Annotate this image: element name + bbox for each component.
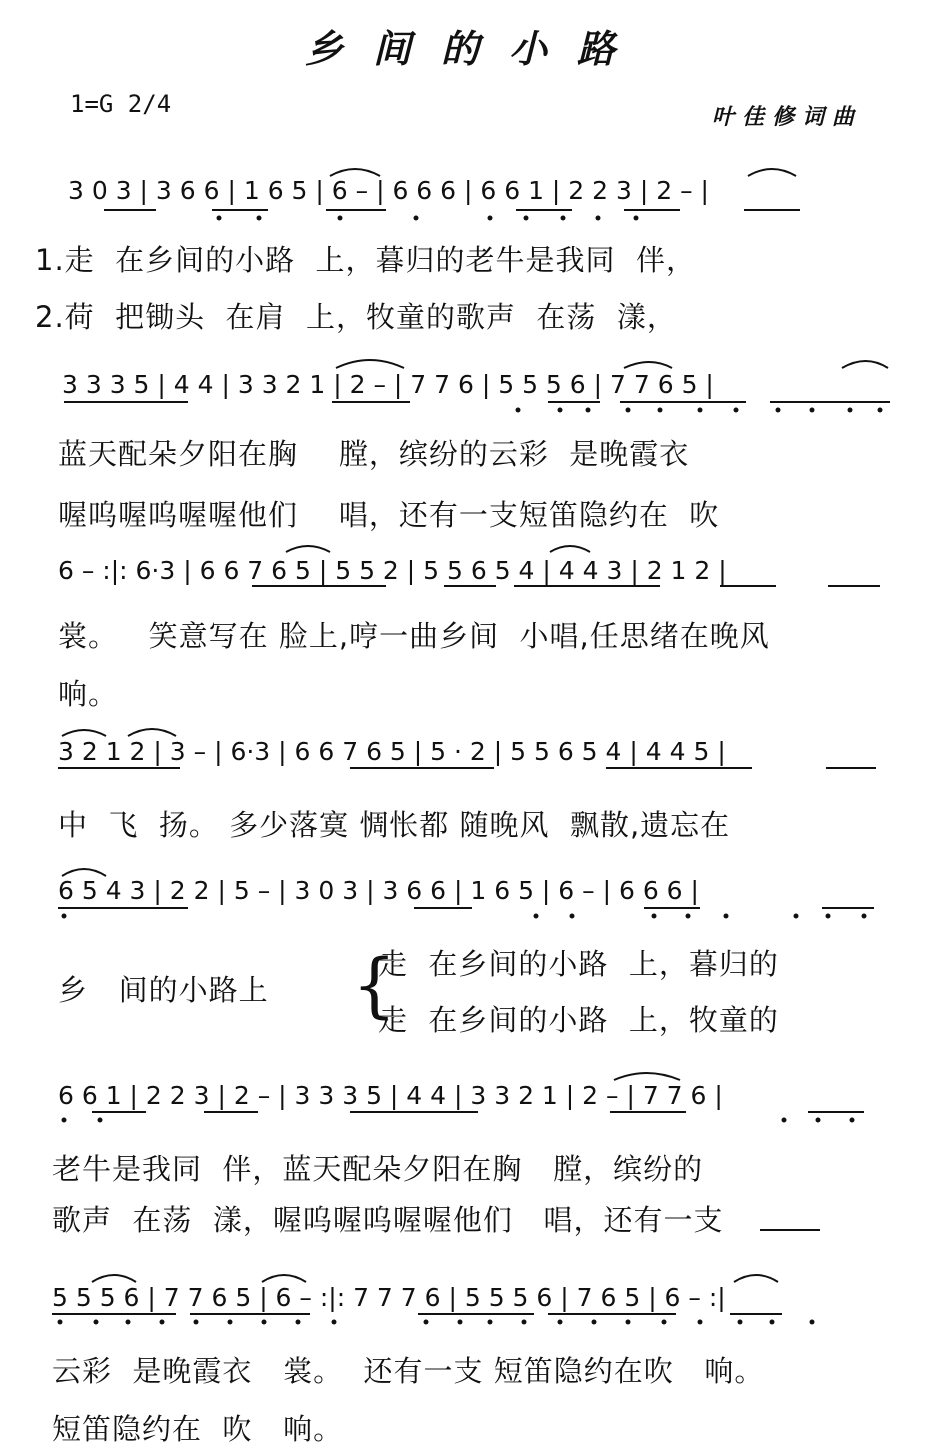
lyric-line-9: 走 在乡间的小路 上，暮归的 bbox=[378, 947, 779, 981]
dot-mark bbox=[160, 1320, 165, 1325]
slur-mark bbox=[262, 1275, 306, 1282]
slur-mark bbox=[614, 1073, 680, 1080]
dot-mark bbox=[98, 1118, 103, 1123]
dot-mark bbox=[810, 408, 815, 413]
dot-mark bbox=[58, 1320, 63, 1325]
lyric-line-6: 响。 bbox=[58, 677, 119, 711]
lyric-line-2: 2.荷 把锄头 在肩 上，牧童的歌声 在荡 漾， bbox=[35, 300, 677, 334]
dot-mark bbox=[126, 1320, 131, 1325]
dot-mark bbox=[634, 216, 639, 221]
notation-line-1: 3 0 3 | 3 6 6 | 1 6 5 | 6 – | 6 6 6 | 6 6 1 | 2 2 3 | 2 – | bbox=[68, 176, 709, 205]
lyric-line-11: 老牛是我同 伴，蓝天配朵夕阳在胸 膛，缤纷的 bbox=[52, 1152, 704, 1186]
key-signature: 1=G 2/4 bbox=[70, 90, 172, 118]
dot-mark bbox=[686, 914, 691, 919]
dot-mark bbox=[62, 1118, 67, 1123]
lyric-line-14: 短笛隐约在 吹 响。 bbox=[52, 1412, 344, 1446]
dot-mark bbox=[782, 1118, 787, 1123]
dot-mark bbox=[217, 216, 222, 221]
dot-mark bbox=[770, 1320, 775, 1325]
dot-mark bbox=[662, 1320, 667, 1325]
notation-line-3: 6 – :|: 6·3 | 6 6 7 6 5 | 5 5 2 | 5 5 6 5 4 | 4 4 3 | 2 1 2 | bbox=[58, 556, 727, 585]
dot-mark bbox=[570, 914, 575, 919]
dot-mark bbox=[558, 408, 563, 413]
dot-mark bbox=[652, 914, 657, 919]
lyric-line-10: 走 在乡间的小路 上，牧童的 bbox=[378, 1003, 779, 1037]
dot-mark bbox=[810, 1320, 815, 1325]
lyric-line-1: 1.走 在乡间的小路 上，暮归的老牛是我同 伴， bbox=[35, 243, 696, 277]
dot-mark bbox=[516, 408, 521, 413]
notation-line-2: 3 3 3 5 | 4 4 | 3 3 2 1 | 2 – | 7 7 6 | 5 5 5 6 | 7 7 6 5 | bbox=[62, 370, 714, 399]
dot-mark bbox=[658, 408, 663, 413]
dot-mark bbox=[414, 216, 419, 221]
slur-mark bbox=[624, 362, 672, 368]
dot-mark bbox=[332, 1320, 337, 1325]
lyric-line-4: 喔呜喔呜喔喔他们 唱，还有一支短笛隐约在 吹 bbox=[58, 498, 720, 532]
dot-mark bbox=[94, 1320, 99, 1325]
dot-mark bbox=[296, 1320, 301, 1325]
notation-line-7: 5 5 5 6 | 7 7 6 5 | 6 – :|: 7 7 7 6 | 5 5 5 6 | 7 6 5 | 6 – :| bbox=[52, 1283, 726, 1312]
dot-mark bbox=[488, 1320, 493, 1325]
verse-brace: { bbox=[352, 944, 397, 1026]
dot-mark bbox=[228, 1320, 233, 1325]
dot-mark bbox=[878, 408, 883, 413]
dot-mark bbox=[698, 408, 703, 413]
dot-mark bbox=[488, 216, 493, 221]
lyric-line-3: 蓝天配朵夕阳在胸 膛，缤纷的云彩 是晚霞衣 bbox=[58, 437, 690, 471]
slur-mark bbox=[734, 1275, 778, 1282]
dot-mark bbox=[776, 408, 781, 413]
dot-mark bbox=[592, 1320, 597, 1325]
notation-line-4: 3 2 1 2 | 3 – | 6·3 | 6 6 7 6 5 | 5 · 2 | 5 5 6 5 4 | 4 4 5 | bbox=[58, 737, 726, 766]
credit-line: 叶佳修词曲 bbox=[712, 105, 863, 130]
dot-mark bbox=[698, 1320, 703, 1325]
dot-mark bbox=[724, 914, 729, 919]
dot-mark bbox=[257, 216, 262, 221]
dot-mark bbox=[734, 408, 739, 413]
dot-mark bbox=[424, 1320, 429, 1325]
dot-mark bbox=[850, 1118, 855, 1123]
lyric-line-13: 云彩 是晚霞衣 裳。 还有一支 短笛隐约在吹 响。 bbox=[52, 1354, 765, 1388]
dot-mark bbox=[738, 1320, 743, 1325]
dot-mark bbox=[848, 408, 853, 413]
dot-mark bbox=[62, 914, 67, 919]
lyric-line-12: 歌声 在荡 漾，喔呜喔呜喔喔他们 唱，还有一支 bbox=[52, 1203, 724, 1237]
slur-mark bbox=[62, 869, 106, 876]
dot-mark bbox=[524, 216, 529, 221]
dot-mark bbox=[262, 1320, 267, 1325]
dot-mark bbox=[534, 914, 539, 919]
lyric-line-5: 裳。 笑意写在 脸上,哼一曲乡间 小唱,任思绪在晚风 bbox=[58, 619, 770, 653]
dot-mark bbox=[338, 216, 343, 221]
lyric-line-8: 乡 间的小路上 bbox=[58, 973, 269, 1007]
dot-mark bbox=[558, 1320, 563, 1325]
song-title: 乡间的小路 bbox=[304, 26, 645, 71]
notation-line-5: 6 5 4 3 | 2 2 | 5 – | 3 0 3 | 3 6 6 | 1 6 5 | 6 – | 6 6 6 | bbox=[58, 876, 699, 905]
dot-mark bbox=[586, 408, 591, 413]
slur-mark bbox=[286, 546, 330, 552]
slur-mark bbox=[128, 729, 176, 736]
slur-mark bbox=[748, 169, 796, 176]
dot-mark bbox=[522, 1320, 527, 1325]
dot-mark bbox=[816, 1118, 821, 1123]
dot-mark bbox=[458, 1320, 463, 1325]
dot-mark bbox=[826, 914, 831, 919]
slur-mark bbox=[92, 1275, 136, 1282]
slur-mark bbox=[550, 546, 590, 552]
slur-mark bbox=[842, 361, 888, 368]
notation-line-6: 6 6 1 | 2 2 3 | 2 – | 3 3 3 5 | 4 4 | 3 3 2 1 | 2 – | 7 7 6 | bbox=[58, 1081, 723, 1110]
dot-mark bbox=[626, 1320, 631, 1325]
slur-mark bbox=[330, 169, 380, 176]
dot-mark bbox=[626, 408, 631, 413]
dot-mark bbox=[561, 216, 566, 221]
slur-mark bbox=[62, 730, 106, 736]
dot-mark bbox=[862, 914, 867, 919]
lyric-line-7: 中 飞 扬。 多少落寞 惆怅都 随晚风 飘散,遗忘在 bbox=[58, 808, 731, 842]
dot-mark bbox=[596, 216, 601, 221]
slur-mark bbox=[336, 360, 404, 368]
dot-mark bbox=[794, 914, 799, 919]
dot-mark bbox=[194, 1320, 199, 1325]
